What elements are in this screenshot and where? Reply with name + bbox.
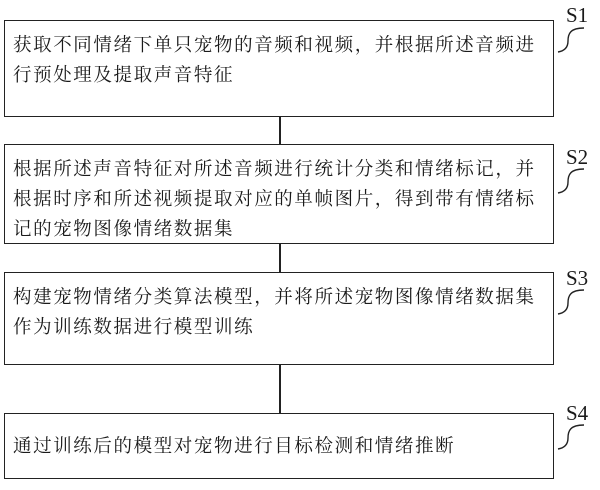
step-box-s1 (4, 20, 554, 117)
step-box-s4 (4, 413, 554, 479)
connector-s1-s2 (279, 117, 281, 144)
leader-curve-s1 (556, 26, 586, 56)
connector-s2-s3 (279, 244, 281, 272)
step-label-s1: S1 (566, 3, 589, 27)
step-text-s2: 根据所述声音特征对所述音频进行统计分类和情绪标记，并根据时序和所述视频提取对应的单帧图片，得到带有情绪标记的宠物图像情绪数据集 (13, 159, 536, 240)
connector-s3-s4 (279, 365, 281, 413)
step-label-s2: S2 (566, 145, 589, 169)
step-text-s4: 通过训练后的模型对宠物进行目标检测和情绪推断 (13, 436, 456, 457)
step-text-s1: 获取不同情绪下单只宠物的音频和视频，并根据所述音频进行预处理及提取声音特征 (13, 35, 536, 86)
step-box-s2 (4, 144, 554, 244)
leader-curve-s2 (556, 167, 586, 197)
step-text-s3: 构建宠物情绪分类算法模型，并将所述宠物图像情绪数据集作为训练数据进行模型训练 (13, 287, 536, 338)
leader-curve-s4 (556, 423, 586, 453)
step-label-s3: S3 (566, 266, 589, 290)
leader-curve-s3 (556, 288, 586, 318)
step-box-s3 (4, 272, 554, 365)
step-label-s4: S4 (566, 401, 589, 425)
